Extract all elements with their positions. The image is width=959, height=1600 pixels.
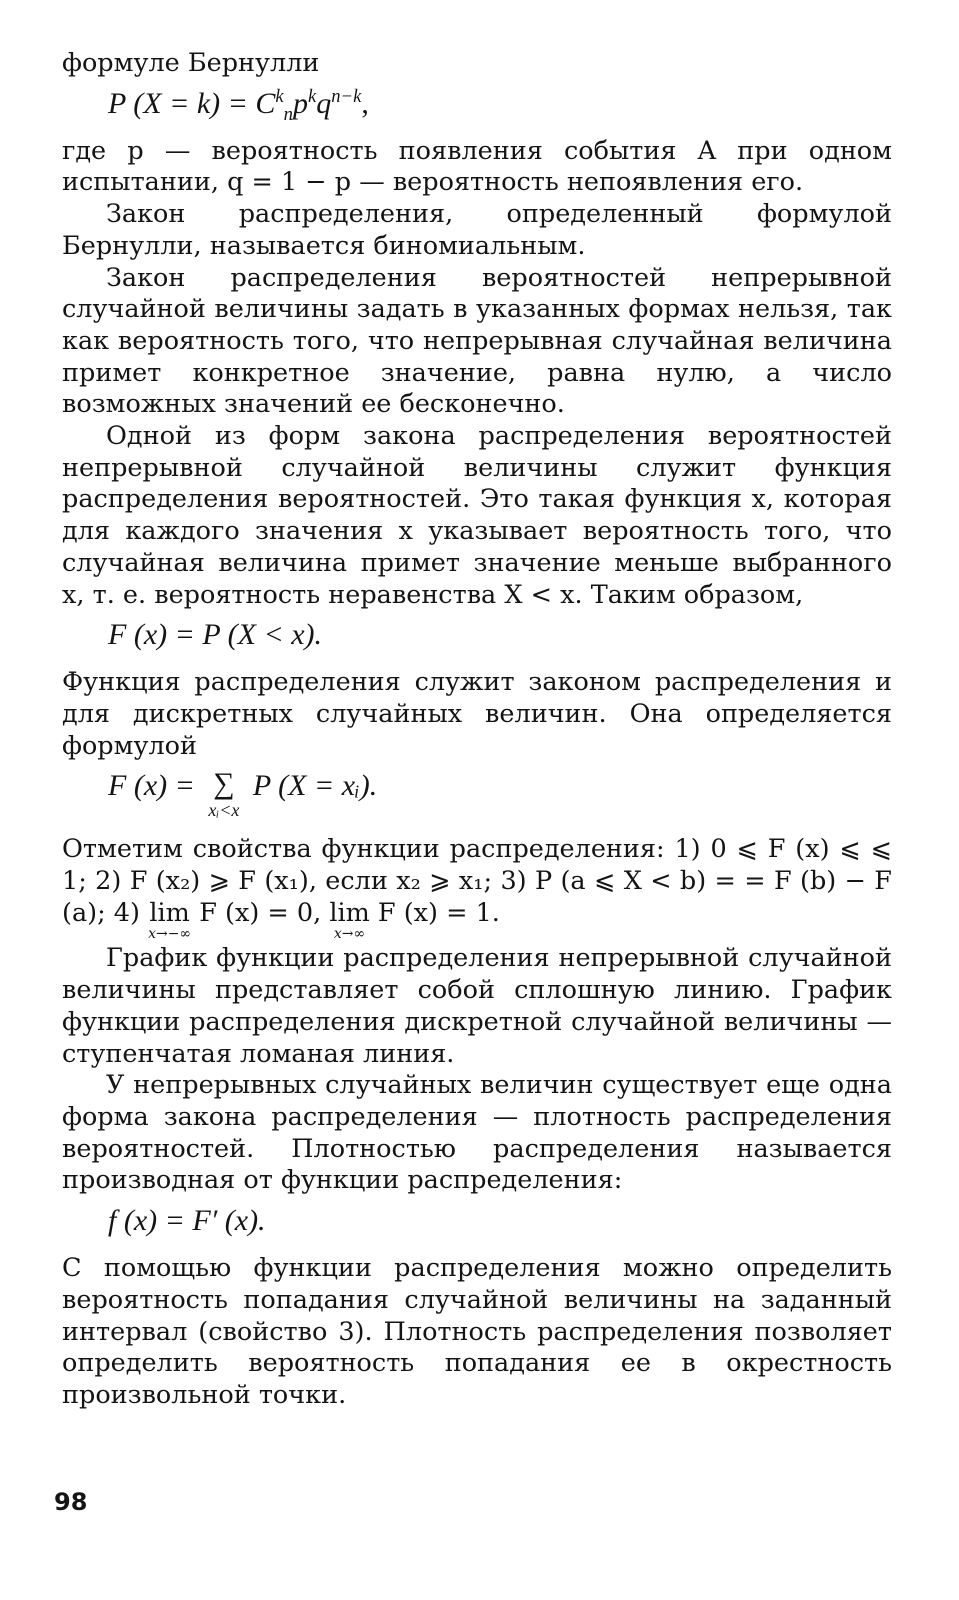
- paragraph-continuous: Закон распределения вероятностей непрерывной случайной величины задать в указанных формах нельзя, так как вероятность того, что непрерывная случайная величина примет конкретное значение, равна нулю, а число возможных значений ее бесконечно.: [62, 262, 892, 420]
- formula-sum: F (x) = ∑ xᵢ<x P (X = xᵢ).: [108, 767, 378, 821]
- paragraph-density: У непрерывных случайных величин существует еще одна форма закона распределения — плотность распределения вероятностей. Плотностью распределения называется производная от функции распределения:: [62, 1070, 892, 1196]
- paragraph-discrete: Функция распределения служит законом распределения и для дискретных случайных величин. Она определяется формулой: [62, 667, 892, 761]
- limit-plus-infinity: lim x→∞: [329, 897, 370, 943]
- paragraph-intro: формуле Бернулли: [62, 48, 320, 78]
- paragraph-distribution-function: Одной из форм закона распределения вероятностей непрерывной случайной величины служит функция распределения вероятностей. Это такая функция x, которая для каждого значения x указывает вероятность того, что случайная величина примет значение меньше выбранного x, т. е. вероятность неравенства X < x. Таким образом,: [62, 421, 892, 610]
- sum-operator: ∑ xᵢ<x: [208, 767, 240, 821]
- paragraph-binomial: Закон распределения, определенный формулой Бернулли, называется биномиальным.: [62, 199, 892, 261]
- limit-minus-infinity: lim x→−∞: [148, 897, 192, 943]
- paragraph-graph: График функции распределения непрерывной случайной величины представляет собой сплошную линию. График функции распределения дискретной случайной величины — ступенчатая ломаная линия.: [62, 943, 892, 1069]
- paragraph-where: где p — вероятность появления события A при одном испытании, q = 1 − p — вероятность непоявления его.: [62, 135, 892, 198]
- paragraph-properties: Отметим свойства функции распределения: 1) 0 ⩽ F (x) ⩽ ⩽ 1; 2) F (x₂) ⩾ F (x₁), если x₂ ⩾ x₁; 3) P (a ⩽ X < b) = = F (b) − F (a); 4) lim x→−∞ F (x) = 0, lim x→∞ F (x) = 1.: [62, 834, 892, 943]
- page-number: 98: [54, 1488, 88, 1516]
- page-text: [62, 48, 892, 1412]
- paragraph-final: С помощью функции распределения можно определить вероятность попадания случайной величины на заданный интервал (свойство 3). Плотность распределения позволяет определить вероятность попадания ее в окрестность произвольной точки.: [62, 1253, 892, 1410]
- formula-bernoulli: P $(X = k) = C^k_np^kq^{n-k}$,: [108, 85, 369, 125]
- formula-density: f (x) = F′ (x).: [108, 1204, 266, 1238]
- formula-cdf: F (x) = P (X < x).: [108, 618, 323, 652]
